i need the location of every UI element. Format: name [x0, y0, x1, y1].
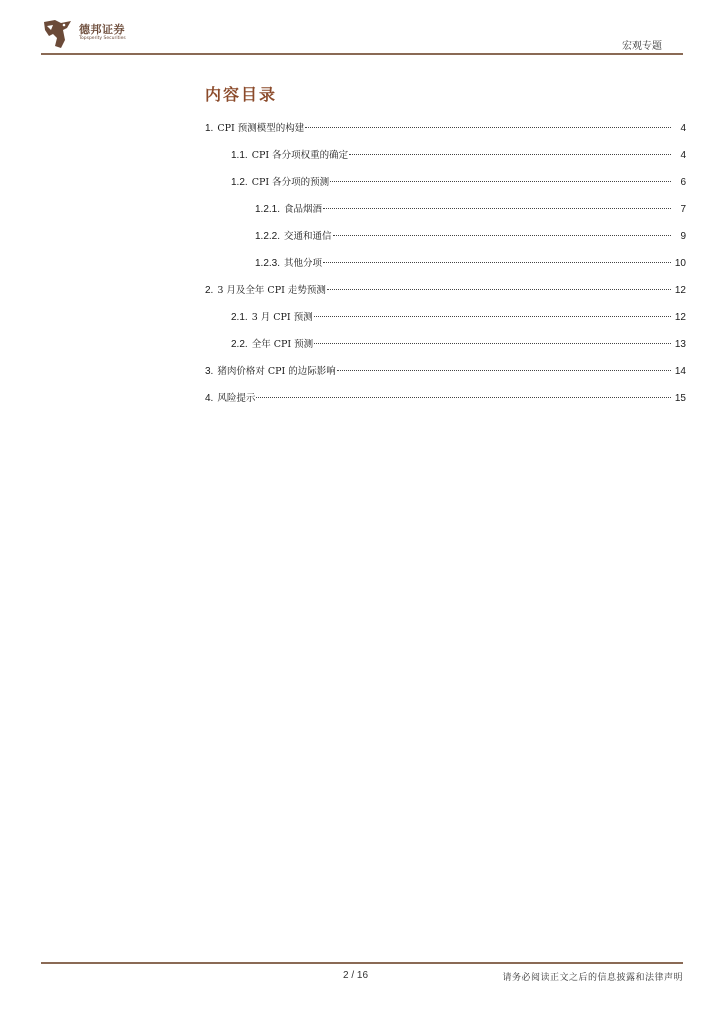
toc-entry[interactable] [205, 176, 686, 203]
toc-entry-page: 4 [680, 123, 686, 134]
toc-title: 内容目录 [205, 85, 278, 104]
toc-entry-title: 3 月 CPI 预测 [251, 312, 313, 323]
legal-disclaimer: 请务必阅读正文之后的信息披露和法律声明 [502, 973, 683, 983]
toc-entry-title: CPI 预测模型的构建 [217, 123, 305, 134]
toc-entry-title: 风险提示 [217, 393, 256, 404]
toc-entry-page: 12 [674, 285, 686, 296]
toc-entry-number: 1.2.1. [255, 204, 281, 215]
toc-entry-title: 全年 CPI 预测 [251, 339, 314, 350]
toc-entry-title: 猪肉价格对 CPI 的边际影响 [217, 366, 336, 377]
company-logo [41, 16, 141, 50]
toc-entry[interactable] [205, 149, 686, 176]
toc-entry-number: 2.1. [231, 312, 248, 323]
toc-dot-leader [305, 127, 671, 128]
toc-entry-page: 4 [680, 150, 686, 161]
toc-entry-number: 1. [205, 123, 214, 134]
toc-dot-leader [323, 208, 671, 209]
toc-dot-leader [330, 181, 671, 182]
toc-entry-number: 1.2. [231, 177, 248, 188]
toc-dot-leader [323, 262, 671, 263]
toc-entry-title: CPI 各分项的预测 [251, 177, 330, 188]
toc-entry-number: 1.2.2. [255, 231, 281, 242]
toc-entry-title: 交通和通信 [284, 231, 332, 242]
toc-entry-page: 14 [674, 366, 686, 377]
footer-divider [41, 962, 683, 964]
toc-entry-page: 13 [674, 339, 686, 350]
toc-entry-page: 9 [680, 231, 686, 242]
toc-dot-leader [314, 343, 671, 344]
toc-entry-title: CPI 各分项权重的确定 [251, 150, 349, 161]
toc-dot-leader [349, 154, 671, 155]
toc-entry[interactable] [205, 338, 686, 365]
toc-dot-leader [327, 289, 671, 290]
brand-logo-icon [41, 16, 75, 50]
toc-entry[interactable] [205, 203, 686, 230]
toc-entry-page: 6 [680, 177, 686, 188]
toc-entry-page: 7 [680, 204, 686, 215]
logo-name: 德邦证券 [79, 23, 125, 36]
toc-dot-leader [314, 316, 671, 317]
header-divider [41, 53, 683, 55]
toc-entry-number: 2.2. [231, 339, 248, 350]
toc-entry[interactable] [205, 284, 686, 311]
page-number: 2 / 16 [343, 970, 369, 981]
toc-entry-number: 2. [205, 285, 214, 296]
toc-entry-number: 1.2.3. [255, 258, 281, 269]
toc-dot-leader [333, 235, 671, 236]
toc-entry[interactable] [205, 122, 686, 149]
toc-entry[interactable] [205, 365, 686, 392]
toc-entry[interactable] [205, 311, 686, 338]
logo-subtitle: Topsperity Securities [79, 36, 126, 41]
toc-entry-page: 15 [674, 393, 686, 404]
toc-entry-number: 3. [205, 366, 214, 377]
toc-entry-number: 4. [205, 393, 214, 404]
toc-entry-title: 其他分项 [284, 258, 323, 269]
table-of-contents [205, 122, 686, 419]
toc-entry[interactable] [205, 257, 686, 284]
toc-entry[interactable] [205, 230, 686, 257]
toc-entry-page: 10 [674, 258, 686, 269]
report-category: 宏观专题 [622, 41, 662, 52]
toc-entry-title: 3 月及全年 CPI 走势预测 [217, 285, 326, 296]
toc-entry-number: 1.1. [231, 150, 248, 161]
toc-dot-leader [337, 370, 671, 371]
toc-entry[interactable] [205, 392, 686, 419]
toc-entry-title: 食品烟酒 [284, 204, 323, 215]
toc-entry-page: 12 [674, 312, 686, 323]
toc-dot-leader [256, 397, 671, 398]
